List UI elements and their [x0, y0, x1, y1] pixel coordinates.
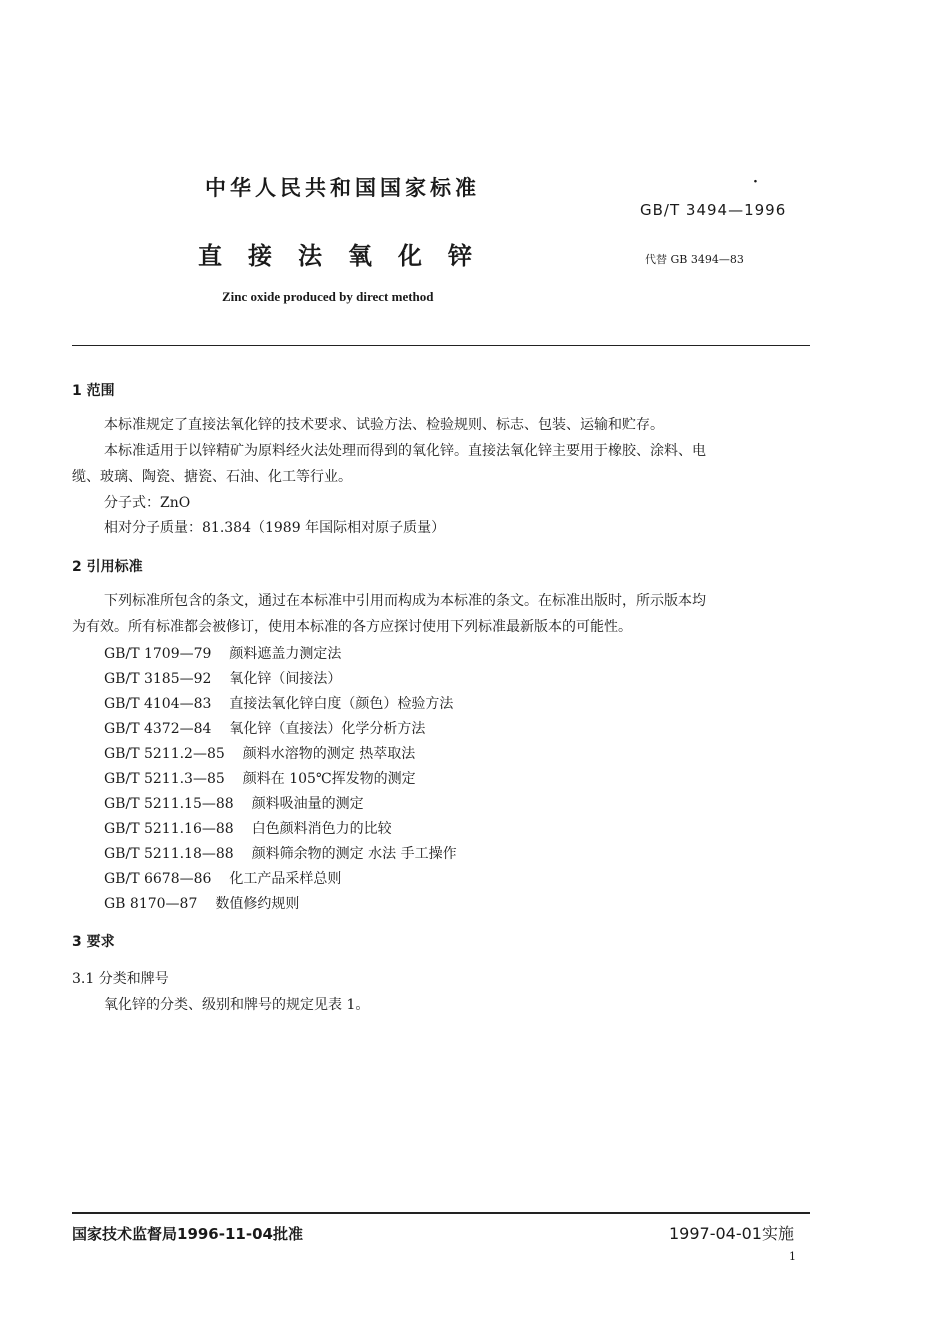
- reference-code: GB/T 5211.18—88: [104, 846, 234, 862]
- header-divider: [72, 345, 810, 346]
- document-title: 直接法氧化锌: [198, 242, 498, 270]
- reference-item: [104, 768, 416, 788]
- reference-title: 颜料吸油量的测定: [251, 796, 364, 812]
- reference-code: GB/T 5211.3—85: [104, 771, 225, 787]
- section-3-1-paragraph: 氧化锌的分类、级别和牌号的规定见表 1。: [104, 997, 370, 1013]
- section-2-heading: 2 引用标准: [72, 559, 143, 575]
- section-2-paragraph: 下列标准所包含的条文，通过在本标准中引用而构成为本标准的条文。在标准出版时，所示版本均: [104, 593, 706, 609]
- reference-item: [104, 643, 341, 663]
- molecular-formula: 分子式：ZnO: [104, 495, 191, 511]
- replaces-standard: 代替 GB 3494—83: [645, 253, 744, 266]
- reference-item: [104, 868, 341, 888]
- reference-item: [104, 668, 341, 688]
- reference-code: GB/T 4104—83: [104, 696, 212, 712]
- reference-title: 化工产品采样总则: [229, 871, 342, 887]
- section-2-paragraph: 为有效。所有标准都会被修订，使用本标准的各方应探讨使用下列标准最新版本的可能性。: [72, 619, 632, 635]
- reference-code: GB/T 5211.2—85: [104, 746, 225, 762]
- reference-title: 颜料筛余物的测定 水法 手工操作: [251, 846, 457, 862]
- page-number: 1: [789, 1250, 796, 1263]
- reference-code: GB/T 3185—92: [104, 671, 212, 687]
- section-1-paragraph: 缆、玻璃、陶瓷、搪瓷、石油、化工等行业。: [72, 469, 352, 485]
- national-standard-title: 中华人民共和国国家标准: [205, 176, 480, 200]
- reference-title: 直接法氧化锌白度（颜色）检验方法: [229, 696, 454, 712]
- reference-title: 氧化锌（间接法）: [229, 671, 342, 687]
- section-1-heading: 1 范围: [72, 383, 115, 399]
- molecular-mass: 相对分子质量：81.384（1989 年国际相对原子质量）: [104, 520, 446, 536]
- decorative-dot: ·: [753, 174, 758, 190]
- english-title: Zinc oxide produced by direct method: [222, 289, 434, 304]
- reference-item: [104, 793, 364, 813]
- standard-number: GB/T 3494—1996: [640, 201, 787, 219]
- reference-title: 白色颜料消色力的比较: [251, 821, 392, 837]
- footer-divider: [72, 1212, 810, 1214]
- reference-code: GB 8170—87: [104, 896, 198, 912]
- reference-item: [104, 718, 425, 738]
- reference-title: 颜料水溶物的测定 热萃取法: [242, 746, 416, 762]
- approval-date: 国家技术监督局1996-11-04批准: [72, 1225, 303, 1243]
- effective-date: 1997-04-01实施: [669, 1224, 794, 1243]
- reference-item: [104, 743, 415, 763]
- reference-item: [104, 818, 392, 838]
- section-1-paragraph: 本标准适用于以锌精矿为原料经火法处理而得到的氧化锌。直接法氧化锌主要用于橡胶、涂料、电: [104, 443, 706, 459]
- reference-item: [104, 893, 299, 913]
- reference-title: 颜料在 105℃挥发物的测定: [242, 771, 416, 787]
- reference-code: GB/T 5211.16—88: [104, 821, 234, 837]
- reference-code: GB/T 1709—79: [104, 646, 212, 662]
- reference-title: 数值修约规则: [215, 896, 300, 912]
- section-1-paragraph: 本标准规定了直接法氧化锌的技术要求、试验方法、检验规则、标志、包装、运输和贮存。: [104, 417, 664, 433]
- reference-item: [104, 843, 457, 863]
- section-3-heading: 3 要求: [72, 934, 115, 950]
- section-3-1-heading: 3.1 分类和牌号: [72, 971, 169, 987]
- reference-code: GB/T 5211.15—88: [104, 796, 234, 812]
- reference-title: 氧化锌（直接法）化学分析方法: [229, 721, 426, 737]
- reference-title: 颜料遮盖力测定法: [229, 646, 342, 662]
- reference-code: GB/T 6678—86: [104, 871, 212, 887]
- reference-code: GB/T 4372—84: [104, 721, 212, 737]
- reference-item: [104, 693, 453, 713]
